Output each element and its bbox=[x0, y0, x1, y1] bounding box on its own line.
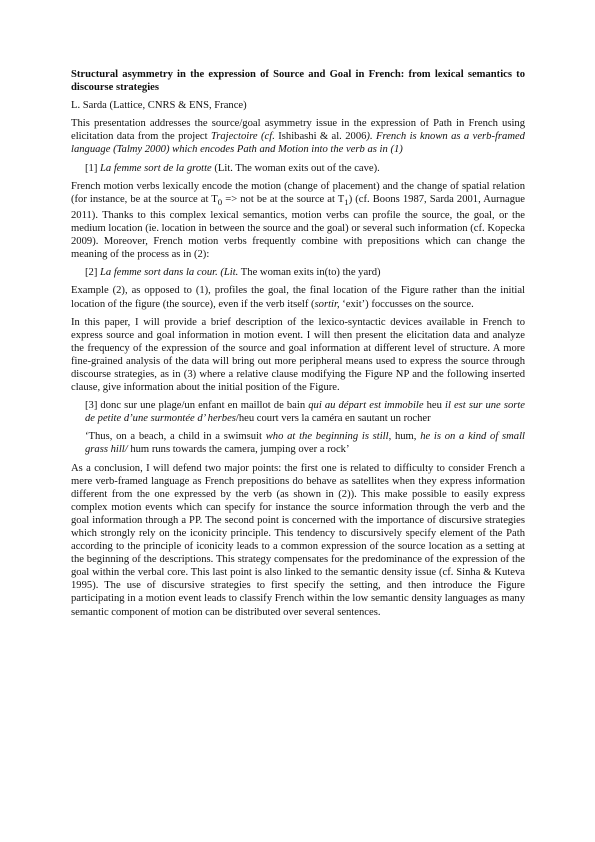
text-run: ‘exit’) foccusses on the source. bbox=[339, 298, 474, 310]
text-run: This presentation addresses the source/goal asymmetry issue in the expression of Path in French using elicitation data from the project bbox=[71, 118, 525, 143]
verb-sortir: sortir, bbox=[314, 298, 340, 310]
paragraph-intro bbox=[71, 117, 525, 156]
text-run: heu bbox=[423, 400, 445, 412]
paper-page bbox=[71, 68, 525, 624]
example-gloss: The woman exits in(to) the yard) bbox=[238, 267, 381, 279]
text-run: hum runs towards the camera, jumping over a rock’ bbox=[127, 444, 350, 456]
author-line: L. Sarda (Lattice, CNRS & ENS, France) bbox=[71, 100, 247, 112]
example-gloss: (Lit. The woman exits out of the cave). bbox=[211, 162, 380, 174]
example-1 bbox=[71, 162, 525, 175]
paragraph-this-paper: In this paper, I will provide a brief description of the lexico-syntactic devices available in French to express source and goal information in motion event. I will then present the elicitation data and analyze the frequency of the expression of the source and goal information at different level of structure. A more fine-grained analysis of the data will bring out more peripheral means used to express the source through discourse strategies, as in (3) where a relative clause modifying the Figure NP and the following inserted clause, give information about the initial position of the Figure. bbox=[71, 316, 525, 394]
text-run: Ishibashi & al. 2006 bbox=[274, 131, 367, 143]
example-2 bbox=[71, 266, 525, 279]
example-number: [1] bbox=[85, 162, 101, 174]
project-name: Trajectoire (cf. bbox=[210, 131, 275, 143]
example-3 bbox=[71, 399, 525, 425]
text-run: , hum, bbox=[388, 431, 421, 443]
example-3-translation bbox=[71, 430, 525, 456]
text-run: Example (2), as opposed to (1), profiles the goal, the final location of the Figure rather than the initial location of the figure (the source), even if the verb itself ( bbox=[71, 285, 525, 310]
example-french: La femme sort de la grotte bbox=[100, 162, 212, 174]
subscript: 1 bbox=[344, 196, 349, 207]
text-run: he is on a kind of small grass hill/ bbox=[85, 431, 525, 456]
text-run: /heu court vers la caméra en sautant un rocher bbox=[235, 413, 431, 425]
text-run: French motion verbs lexically encode the motion (change of placement) and the change of spatial relation (for instance, be at the source at T bbox=[71, 180, 525, 205]
paragraph-example-2 bbox=[71, 284, 525, 310]
text-run: ) (cf. Boons 1987, Sarda 2001, Aurnague 2011). Thanks to this complex lexical semantics, motion verbs can profile the source, the goal, or the medium location (ie. location in between the source and the goal) or several such information (cf. Kopecka 2009). Moreover, French motion verbs frequently combine with prepositions which can change the meaning of the process as in (2): bbox=[71, 193, 525, 261]
example-french: La femme sort dans la cour. (Lit. bbox=[100, 267, 239, 279]
paragraph-motion-verbs bbox=[71, 180, 525, 262]
text-run: who at the beginning is still bbox=[265, 431, 389, 443]
text-run: il est sur une sorte de petite d’une surmontée d’ herbes bbox=[85, 400, 526, 425]
paper-title: Structural asymmetry in the expression of Source and Goal in French: from lexical semantics to discourse strategies bbox=[71, 69, 525, 94]
text-run: qui au départ est immobile bbox=[308, 400, 424, 412]
text-run: [3] donc sur une plage/un enfant en maillot de bain bbox=[85, 400, 309, 412]
paragraph-conclusion: As a conclusion, I will defend two major points: the first one is related to difficulty to consider French a mere verb-framed language as French prepositions do behave as satellites when they express information different from the one expressed by the verb (as shown in (2)). This make possible to easily express complex motion events which can specify for instance the source information through the verb and the goal information through a PP. The second point is concerned with the importance of discursive strategies which strongly rely on the iconicity principle. This tendency to discursively specify element of the Path according to the principle of iconicity leads to a common expression of the source location as a setting at the beginning of the descriptions. This strategy compensates for the predominance of the expression of the goal within the verbal core. This last point is also linked to the semantic density issue (cf. Sinha & Kuteva 1995). The use of discursive strategies to first specify the setting, and then introduce the Figure participating in a motion event leads to classify French within the low semantic density languages as many semantic component of motion can be distributed over several sentences. bbox=[71, 462, 525, 618]
subscript: 0 bbox=[217, 196, 223, 207]
text-run: ). French is known as a verb-framed language (Talmy 2000) which encodes Path and Motion into the verb as in (1) bbox=[71, 131, 525, 156]
text-run: => not be at the source at T bbox=[222, 193, 345, 205]
text-run: ‘Thus, on a beach, a child in a swimsuit bbox=[85, 431, 266, 443]
example-number: [2] bbox=[85, 267, 101, 279]
